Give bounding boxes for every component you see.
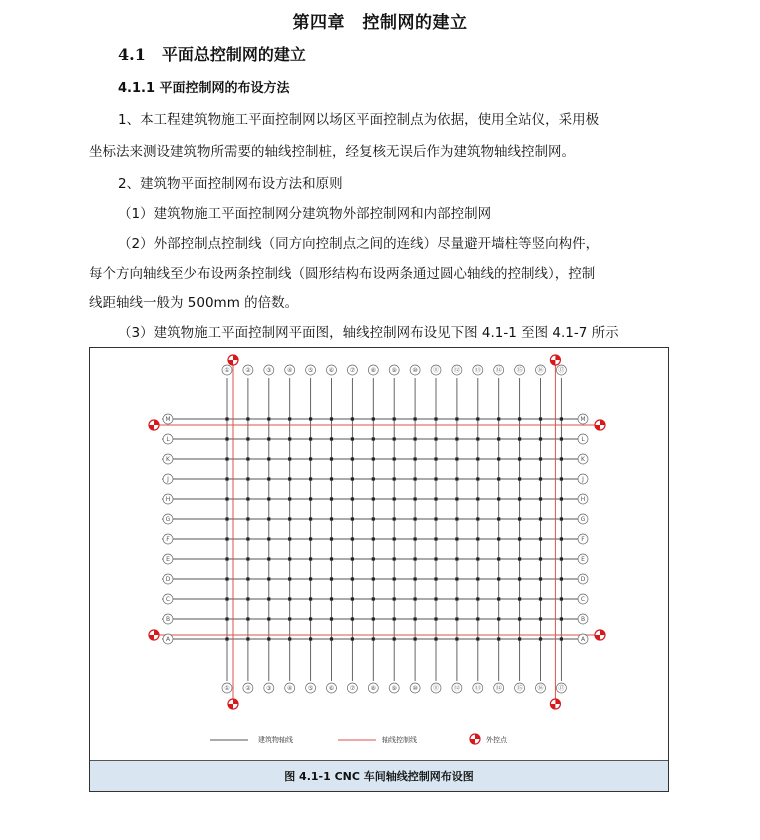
grid-node xyxy=(476,437,479,440)
grid-node xyxy=(288,437,291,440)
grid-node xyxy=(351,637,354,640)
grid-node xyxy=(414,477,417,480)
grid-node xyxy=(414,537,417,540)
column-label: ⑤ xyxy=(307,367,314,374)
row-label: A xyxy=(580,636,586,643)
grid-node xyxy=(225,557,228,560)
grid-node xyxy=(414,577,417,580)
column-label: ⑬ xyxy=(474,685,481,692)
grid-node xyxy=(309,537,312,540)
grid-node xyxy=(497,537,500,540)
external-point-icon-quad-b xyxy=(149,425,154,430)
column-label: ⑮ xyxy=(516,685,523,692)
column-label: ⑦ xyxy=(349,367,356,374)
grid-node xyxy=(518,637,521,640)
grid-node xyxy=(518,617,521,620)
grid-node xyxy=(246,497,249,500)
grid-node xyxy=(414,417,417,420)
grid-node xyxy=(330,457,333,460)
external-point-icon-quad-b xyxy=(149,635,154,640)
grid-node xyxy=(309,437,312,440)
row-label: B xyxy=(165,616,171,623)
grid-node xyxy=(225,417,228,420)
grid-node xyxy=(225,477,228,480)
grid-node xyxy=(434,637,437,640)
grid-node xyxy=(351,537,354,540)
grid-node xyxy=(225,517,228,520)
row-label: F xyxy=(581,536,585,543)
grid-node xyxy=(372,457,375,460)
external-point-icon-quad-b xyxy=(595,635,600,640)
row-label: H xyxy=(165,496,171,503)
row-label: A xyxy=(165,636,171,643)
grid-node xyxy=(539,517,542,520)
column-label: ② xyxy=(245,367,251,374)
grid-node xyxy=(309,417,312,420)
chapter-title: 第四章 控制网的建立 xyxy=(292,13,468,33)
grid-node xyxy=(309,617,312,620)
grid-node xyxy=(497,617,500,620)
external-point-icon-quad-a xyxy=(154,630,159,635)
column-label: ⑦ xyxy=(349,685,356,692)
grid-node xyxy=(330,617,333,620)
column-label: ⑰ xyxy=(558,685,565,692)
grid-node xyxy=(225,597,228,600)
grid-node xyxy=(393,557,396,560)
row-label: J xyxy=(167,476,169,483)
subsection-title: 4.1.1 平面控制网的布设方法 xyxy=(118,81,290,96)
grid-node xyxy=(372,497,375,500)
grid-node xyxy=(560,617,563,620)
grid-node xyxy=(455,477,458,480)
grid-node xyxy=(267,557,270,560)
external-point-icon-quad-b xyxy=(228,704,233,709)
grid-node xyxy=(288,617,291,620)
grid-node xyxy=(497,577,500,580)
column-label: ⑪ xyxy=(432,367,440,374)
row-label: G xyxy=(165,516,171,523)
grid-node xyxy=(225,577,228,580)
grid-node xyxy=(393,577,396,580)
column-label: ⑩ xyxy=(412,367,418,374)
grid-node xyxy=(267,477,270,480)
grid-node xyxy=(455,637,458,640)
column-label: ⑥ xyxy=(328,685,335,692)
grid-node xyxy=(225,497,228,500)
column-label: ⑨ xyxy=(391,367,397,374)
column-label: ⑭ xyxy=(495,367,502,374)
grid-node xyxy=(288,637,291,640)
row-label: E xyxy=(581,556,585,563)
legend-control-label: 轴线控制线 xyxy=(382,736,417,744)
section-title: 4.1 平面总控制网的建立 xyxy=(118,45,306,64)
grid-node xyxy=(560,537,563,540)
grid-node xyxy=(330,517,333,520)
grid-node xyxy=(455,537,458,540)
grid-node xyxy=(288,537,291,540)
grid-node xyxy=(518,557,521,560)
grid-node xyxy=(476,517,479,520)
grid-node xyxy=(288,577,291,580)
grid-node xyxy=(225,637,228,640)
grid-node xyxy=(560,417,563,420)
column-label: ⑧ xyxy=(370,685,376,692)
grid-node xyxy=(393,497,396,500)
figure-caption: 图 4.1-1 CNC 车间轴线控制网布设图 xyxy=(90,760,668,791)
control-network-diagram xyxy=(90,348,668,761)
external-point-icon-quad-b xyxy=(550,360,555,365)
column-label: ⑥ xyxy=(328,367,335,374)
grid-node xyxy=(288,457,291,460)
legend-axis-label: 建筑物轴线 xyxy=(258,736,293,744)
grid-node xyxy=(225,457,228,460)
grid-node xyxy=(267,597,270,600)
grid-node xyxy=(539,437,542,440)
grid-node xyxy=(518,497,521,500)
grid-node xyxy=(414,437,417,440)
grid-node xyxy=(288,517,291,520)
row-label: F xyxy=(166,536,170,543)
grid-node xyxy=(539,417,542,420)
grid-node xyxy=(372,417,375,420)
grid-node xyxy=(225,617,228,620)
grid-node xyxy=(393,617,396,620)
grid-node xyxy=(414,617,417,620)
grid-node xyxy=(414,637,417,640)
external-point-icon-quad-a xyxy=(555,355,560,360)
paragraph-2-2-end: 线距轴线一般为 500mm 的倍数。 xyxy=(89,295,299,311)
row-label: D xyxy=(580,576,586,583)
grid-node xyxy=(414,597,417,600)
grid-node xyxy=(560,437,563,440)
grid-node xyxy=(497,597,500,600)
grid-node xyxy=(288,497,291,500)
grid-node xyxy=(455,557,458,560)
grid-node xyxy=(414,497,417,500)
grid-node xyxy=(476,637,479,640)
grid-node xyxy=(309,577,312,580)
grid-node xyxy=(476,597,479,600)
grid-node xyxy=(351,577,354,580)
external-point-icon-quad-a xyxy=(600,630,605,635)
paragraph-2: 2、建筑物平面控制网布设方法和原则 xyxy=(118,176,343,192)
grid-node xyxy=(372,637,375,640)
grid-node xyxy=(560,497,563,500)
row-label: J xyxy=(582,476,584,483)
external-point-icon-quad-a xyxy=(600,420,605,425)
grid-node xyxy=(455,497,458,500)
grid-node xyxy=(560,457,563,460)
column-label: ④ xyxy=(287,367,293,374)
paragraph-1-cont: 坐标法来测设建筑物所需要的轴线控制桩，经复核无误后作为建筑物轴线控制网。 xyxy=(89,144,575,160)
legend-external-label: 外控点 xyxy=(486,736,507,744)
paragraph-2-2-cont: 每个方向轴线至少布设两条控制线（圆形结构布设两条通过圆心轴线的控制线），控制 xyxy=(89,266,596,282)
column-label: ④ xyxy=(287,685,293,692)
paragraph-1: 1、本工程建筑物施工平面控制网以场区平面控制点为依据，使用全站仪，采用极 xyxy=(118,112,600,128)
grid-node xyxy=(476,497,479,500)
grid-node xyxy=(246,437,249,440)
grid-node xyxy=(455,597,458,600)
grid-node xyxy=(414,457,417,460)
grid-node xyxy=(246,577,249,580)
grid-node xyxy=(476,417,479,420)
grid-node xyxy=(372,597,375,600)
grid-node xyxy=(518,537,521,540)
grid-node xyxy=(518,517,521,520)
grid-node xyxy=(330,437,333,440)
grid-node xyxy=(288,477,291,480)
row-label: M xyxy=(580,416,586,423)
grid-node xyxy=(434,537,437,540)
grid-node xyxy=(246,417,249,420)
grid-node xyxy=(246,537,249,540)
grid-node xyxy=(476,557,479,560)
grid-node xyxy=(351,477,354,480)
grid-node xyxy=(434,517,437,520)
grid-node xyxy=(497,477,500,480)
column-label: ⑪ xyxy=(432,685,440,692)
grid-node xyxy=(497,497,500,500)
grid-node xyxy=(393,417,396,420)
column-label: ③ xyxy=(266,685,272,692)
row-label: H xyxy=(580,496,586,503)
grid-node xyxy=(309,597,312,600)
grid-node xyxy=(330,577,333,580)
grid-node xyxy=(497,517,500,520)
grid-node xyxy=(330,597,333,600)
grid-node xyxy=(309,557,312,560)
grid-node xyxy=(518,597,521,600)
grid-node xyxy=(267,457,270,460)
grid-node xyxy=(476,537,479,540)
grid-node xyxy=(455,417,458,420)
row-label: D xyxy=(165,576,171,583)
row-label: G xyxy=(580,516,586,523)
column-label: ⑰ xyxy=(558,367,565,374)
grid-node xyxy=(560,597,563,600)
grid-node xyxy=(434,597,437,600)
grid-node xyxy=(246,637,249,640)
grid-node xyxy=(246,477,249,480)
column-label: ⑫ xyxy=(453,685,460,692)
grid-node xyxy=(225,537,228,540)
grid-node xyxy=(434,617,437,620)
row-label: K xyxy=(581,456,585,463)
grid-node xyxy=(539,617,542,620)
grid-node xyxy=(351,517,354,520)
column-label: ⑧ xyxy=(370,367,376,374)
grid-node xyxy=(288,597,291,600)
grid-node xyxy=(372,477,375,480)
external-point-icon-quad-a xyxy=(233,699,238,704)
grid-node xyxy=(518,477,521,480)
grid-node xyxy=(497,417,500,420)
row-label: C xyxy=(580,596,586,603)
grid-node xyxy=(351,457,354,460)
grid-node xyxy=(518,577,521,580)
external-point-icon-quad-b xyxy=(228,360,233,365)
grid-node xyxy=(267,617,270,620)
grid-node xyxy=(434,457,437,460)
grid-node xyxy=(372,577,375,580)
column-label: ① xyxy=(224,367,230,374)
column-label: ⑩ xyxy=(412,685,418,692)
grid-node xyxy=(351,617,354,620)
grid-node xyxy=(393,517,396,520)
row-label: B xyxy=(580,616,586,623)
row-label: L xyxy=(166,436,170,443)
grid-node xyxy=(246,597,249,600)
column-label: ⑭ xyxy=(495,685,502,692)
grid-node xyxy=(372,617,375,620)
row-label: K xyxy=(166,456,170,463)
grid-node xyxy=(476,457,479,460)
grid-node xyxy=(476,477,479,480)
grid-node xyxy=(539,557,542,560)
row-label: L xyxy=(581,436,585,443)
grid-node xyxy=(351,417,354,420)
grid-node xyxy=(539,597,542,600)
grid-node xyxy=(393,457,396,460)
grid-node xyxy=(518,417,521,420)
grid-node xyxy=(330,637,333,640)
grid-node xyxy=(309,477,312,480)
grid-node xyxy=(560,577,563,580)
external-point-icon-quad-b xyxy=(550,704,555,709)
grid-node xyxy=(330,497,333,500)
column-label: ② xyxy=(245,685,251,692)
column-label: ⑨ xyxy=(391,685,397,692)
grid-node xyxy=(267,417,270,420)
grid-node xyxy=(560,517,563,520)
grid-node xyxy=(351,557,354,560)
row-label: M xyxy=(165,416,171,423)
grid-node xyxy=(518,457,521,460)
grid-node xyxy=(225,437,228,440)
grid-node xyxy=(309,637,312,640)
grid-node xyxy=(393,597,396,600)
column-label: ⑤ xyxy=(307,685,314,692)
grid-node xyxy=(246,557,249,560)
grid-node xyxy=(539,537,542,540)
grid-node xyxy=(455,577,458,580)
grid-node xyxy=(393,637,396,640)
grid-node xyxy=(476,617,479,620)
row-label: E xyxy=(166,556,170,563)
grid-node xyxy=(455,437,458,440)
external-point-icon-quad-a xyxy=(555,699,560,704)
grid-node xyxy=(434,577,437,580)
grid-node xyxy=(455,617,458,620)
grid-node xyxy=(434,477,437,480)
column-label: ⑫ xyxy=(453,367,460,374)
figure-frame xyxy=(89,347,669,792)
grid-node xyxy=(497,637,500,640)
grid-node xyxy=(246,517,249,520)
external-point-icon-quad-a xyxy=(154,420,159,425)
external-point-icon-quad-b xyxy=(595,425,600,430)
grid-node xyxy=(288,557,291,560)
grid-node xyxy=(351,497,354,500)
grid-node xyxy=(560,477,563,480)
grid-node xyxy=(330,557,333,560)
grid-node xyxy=(309,517,312,520)
grid-node xyxy=(497,557,500,560)
grid-node xyxy=(393,477,396,480)
row-label: C xyxy=(165,596,171,603)
grid-node xyxy=(434,417,437,420)
grid-node xyxy=(539,637,542,640)
grid-node xyxy=(434,437,437,440)
grid-node xyxy=(414,517,417,520)
grid-node xyxy=(372,517,375,520)
grid-node xyxy=(518,437,521,440)
grid-node xyxy=(309,457,312,460)
grid-node xyxy=(560,557,563,560)
grid-node xyxy=(309,497,312,500)
external-point-icon-quad-a xyxy=(233,355,238,360)
grid-node xyxy=(267,437,270,440)
column-label: ⑯ xyxy=(537,685,544,692)
grid-node xyxy=(246,617,249,620)
grid-node xyxy=(330,417,333,420)
grid-node xyxy=(267,537,270,540)
grid-node xyxy=(560,637,563,640)
grid-node xyxy=(330,537,333,540)
paragraph-2-3: （3）建筑物施工平面控制网平面图，轴线控制网布设见下图 4.1-1 至图 4.1-7 所示 xyxy=(118,325,619,341)
grid-node xyxy=(539,457,542,460)
grid-node xyxy=(288,417,291,420)
grid-node xyxy=(267,497,270,500)
column-label: ③ xyxy=(266,367,272,374)
grid-node xyxy=(267,637,270,640)
grid-node xyxy=(455,517,458,520)
column-label: ⑬ xyxy=(474,367,481,374)
grid-node xyxy=(267,517,270,520)
legend-external-point-icon-quad-b xyxy=(470,739,475,744)
column-label: ① xyxy=(224,685,230,692)
grid-node xyxy=(497,457,500,460)
grid-node xyxy=(393,437,396,440)
paragraph-2-1: （1）建筑物施工平面控制网分建筑物外部控制网和内部控制网 xyxy=(118,206,492,222)
grid-node xyxy=(351,437,354,440)
grid-node xyxy=(351,597,354,600)
grid-node xyxy=(246,457,249,460)
grid-node xyxy=(539,577,542,580)
grid-node xyxy=(434,497,437,500)
grid-node xyxy=(372,557,375,560)
grid-node xyxy=(434,557,437,560)
grid-node xyxy=(414,557,417,560)
grid-node xyxy=(497,437,500,440)
grid-node xyxy=(267,577,270,580)
paragraph-2-2: （2）外部控制点控制线（同方向控制点之间的连线）尽量避开墙柱等竖向构件， xyxy=(118,236,600,252)
column-label: ⑯ xyxy=(537,367,544,374)
grid-node xyxy=(330,477,333,480)
grid-node xyxy=(455,457,458,460)
grid-node xyxy=(539,477,542,480)
grid-node xyxy=(476,577,479,580)
grid-node xyxy=(393,537,396,540)
grid-node xyxy=(372,537,375,540)
column-label: ⑮ xyxy=(516,367,523,374)
grid-node xyxy=(372,437,375,440)
grid-node xyxy=(539,497,542,500)
legend-external-point-icon-quad-a xyxy=(475,734,480,739)
